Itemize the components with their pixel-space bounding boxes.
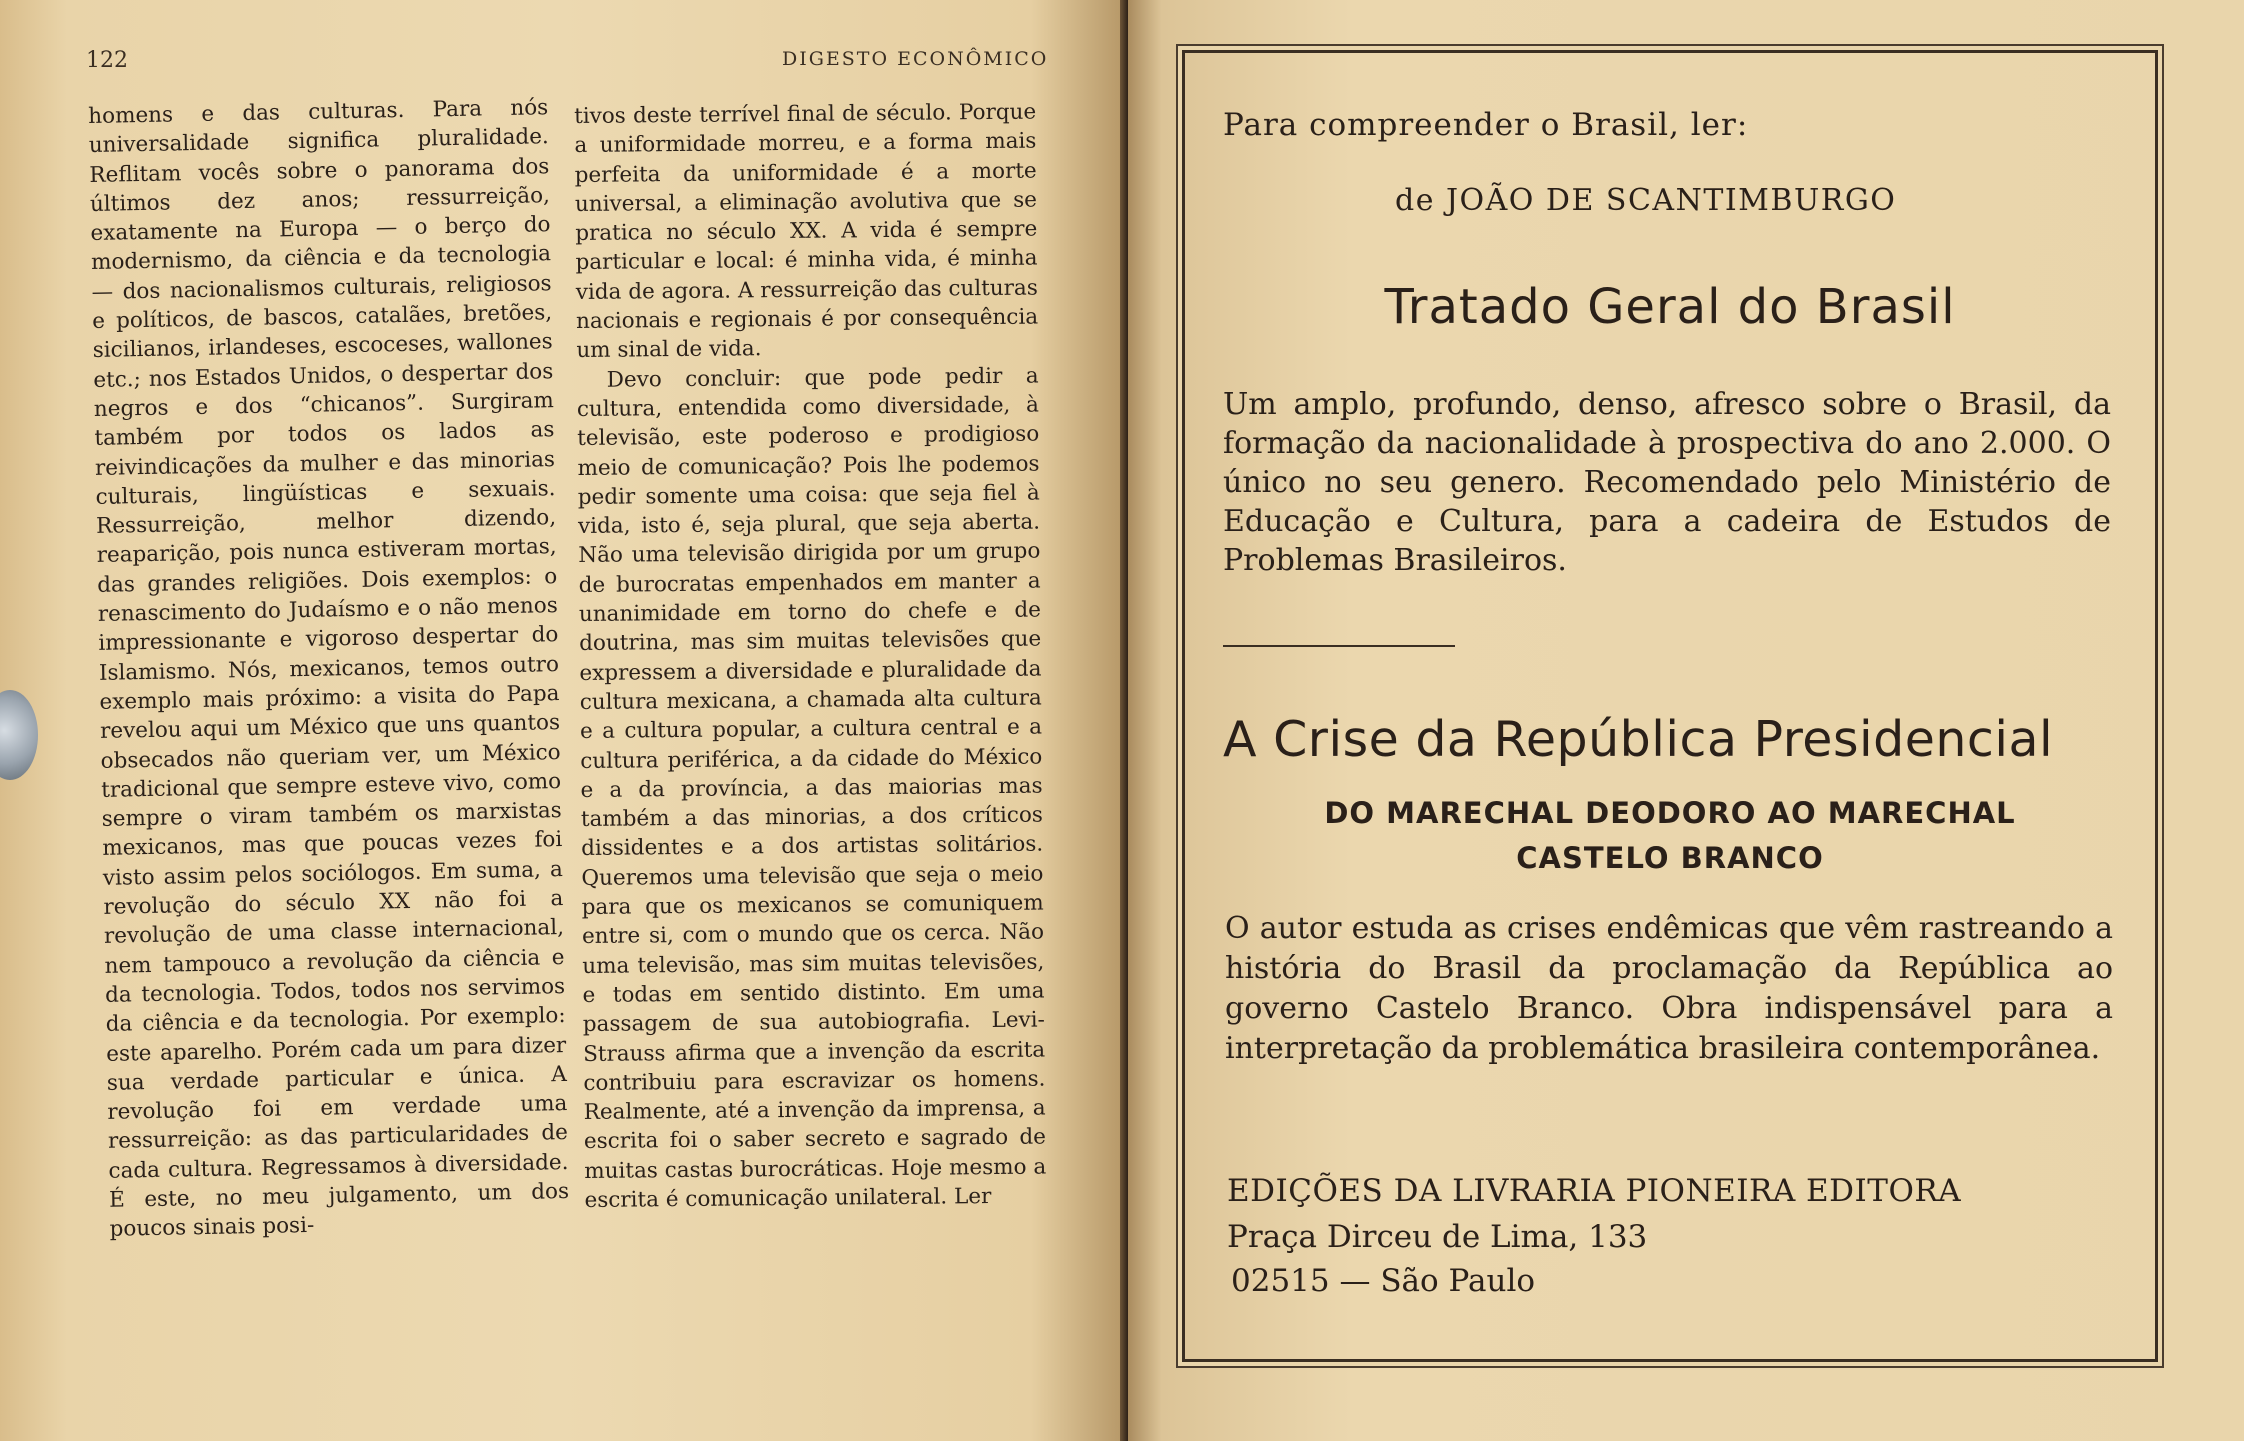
- book-advertisement: [1182, 50, 2158, 1362]
- left-page: [0, 0, 1120, 1441]
- running-head: DIGESTO ECONÔMICO: [782, 48, 1049, 70]
- text-column-right: [574, 98, 1047, 1216]
- text-column-left: [88, 93, 570, 1244]
- publisher-city: 02515 — São Paulo: [1231, 1263, 1536, 1299]
- book2-subtitle: [1185, 791, 2155, 881]
- book2-title: A Crise da República Presidencial: [1223, 711, 2054, 768]
- paragraph: Devo concluir: que pode pedir a cultura, entendida como diversidade, à televisão, este poderoso e prodigioso meio de comunicação? Pois lhe podemos pedir somente uma coisa: que seja fiel à vida, isto é, seja plural, que seja aberta. Não uma televisão dirigida por um grupo de burocratas empenhados em manter a unanimidade em torno do chefe e de doutrina, mas sim muitas televisões que expressem a diversidade e pluralidade da cultura mexicana, a chamada alta cultura e a cultura popular, a cultura central e a cultura periférica, a da cidade do México e a da província, a das maiorias mas também a das minorias, a dos críticos dissidentes e a dos artistas solitários. Queremos uma televisão que seja o meio para que os mexicanos se comuniquem entre si, com o mundo que os cerca. Não uma televisão, mas sim muitas televisões, e todas em sentido distinto. Em uma passagem de sua autobiografia. Levi-Strauss afirma que a invenção da escrita contribuiu para escravizar os homens. Realmente, até a invenção da imprensa, a escrita foi o saber secreto e sagrado de muitas castas burocráticas. Hoje mesmo a escrita é comunicação unilateral. Ler: [576, 363, 1047, 1213]
- book1-description: Um amplo, profundo, denso, afresco sobre o Brasil, da formação da nacionalidade à prospectiva do ano 2.000. O único no seu genero. Recomendado pelo Ministério de Educação e Cultura, para a cadeira de Estudos de Problemas Brasileiros.: [1223, 387, 2111, 578]
- publisher-address: Praça Dirceu de Lima, 133: [1227, 1219, 1648, 1255]
- paragraph: homens e das culturas. Para nós universalidade significa pluralidade. Reflitam vocês sobre o panorama dos últimos dez anos; ressurreição, exatamente na Europa — o berço do modernismo, da ciência e da tecnologia — dos nacionalismos culturais, religiosos e políticos, de bascos, catalães, bretões, sicilianos, irlandeses, escoceses, wallones etc.; nos Estados Unidos, o despertar dos negros e dos “chicanos”. Surgiram também por todos os lados as reivindicações da mulher e das minorias culturais, lingüísticas e sexuais. Ressurreição, melhor dizendo, reaparição, pois nunca estiveram mortas, das grandes religiões. Dois exemplos: o renascimento do Judaísmo e o não menos impressionante e vigoroso despertar do Islamismo. Nós, mexicanos, temos outro exemplo mais próximo: a visita do Papa revelou aqui um México que uns quantos obsecados não queriam ver, um México tradicional que sempre esteve vivo, como sempre o viram também os marxistas mexicanos, mas que poucas vezes foi visto assim pelos sociólogos. Em suma, a revolução do século XX não foi a revolução de uma classe internacional, nem tampouco a revolução da ciência e da tecnologia. Todos, todos nos servimos da ciência e da tecnologia. Por exemplo: este aparelho. Porém cada um para dizer sua verdade particular e única. A revolução foi em verdade uma ressurreição: as das particularidades de cada cultura. Regressamos à diversidade. É este, no meu julgamento, um dos poucos sinais posi-: [88, 95, 570, 1243]
- paragraph: tivos deste terrível final de século. Porque a uniformidade morreu, e a forma mais perfeita da uniformidade é a morte universal, a eliminação avolutiva que se pratica no século XX. A vida é sempre particular e local: é minha vida, é minha vida de agora. A ressurreição das culturas nacionais e regionais é por consequência um sinal de vida.: [574, 99, 1039, 364]
- book-gutter: [1120, 0, 1128, 1441]
- publisher-name: EDIÇÕES DA LIVRARIA PIONEIRA EDITORA: [1227, 1173, 1962, 1209]
- book1-title: Tratado Geral do Brasil: [1384, 279, 1956, 335]
- right-page: [1128, 0, 2244, 1441]
- ad-intro: Para compreender o Brasil, ler:: [1223, 107, 1749, 143]
- book2-subtitle-line1: DO MARECHAL DEODORO AO MARECHAL: [1324, 796, 2016, 830]
- ad-author: de JOÃO DE SCANTIMBURGO: [1395, 183, 1897, 218]
- book2-subtitle-line2: CASTELO BRANCO: [1516, 841, 1824, 875]
- paper-clip-tab: [0, 690, 38, 780]
- book2-description: O autor estuda as crises endêmicas que vêm rastreando a história do Brasil da proclamação da República ao governo Castelo Branco. Obra indispensável para a interpretação da problemática brasileira contemporânea.: [1225, 911, 2113, 1066]
- divider: [1223, 645, 1455, 647]
- page-number: 122: [86, 48, 128, 73]
